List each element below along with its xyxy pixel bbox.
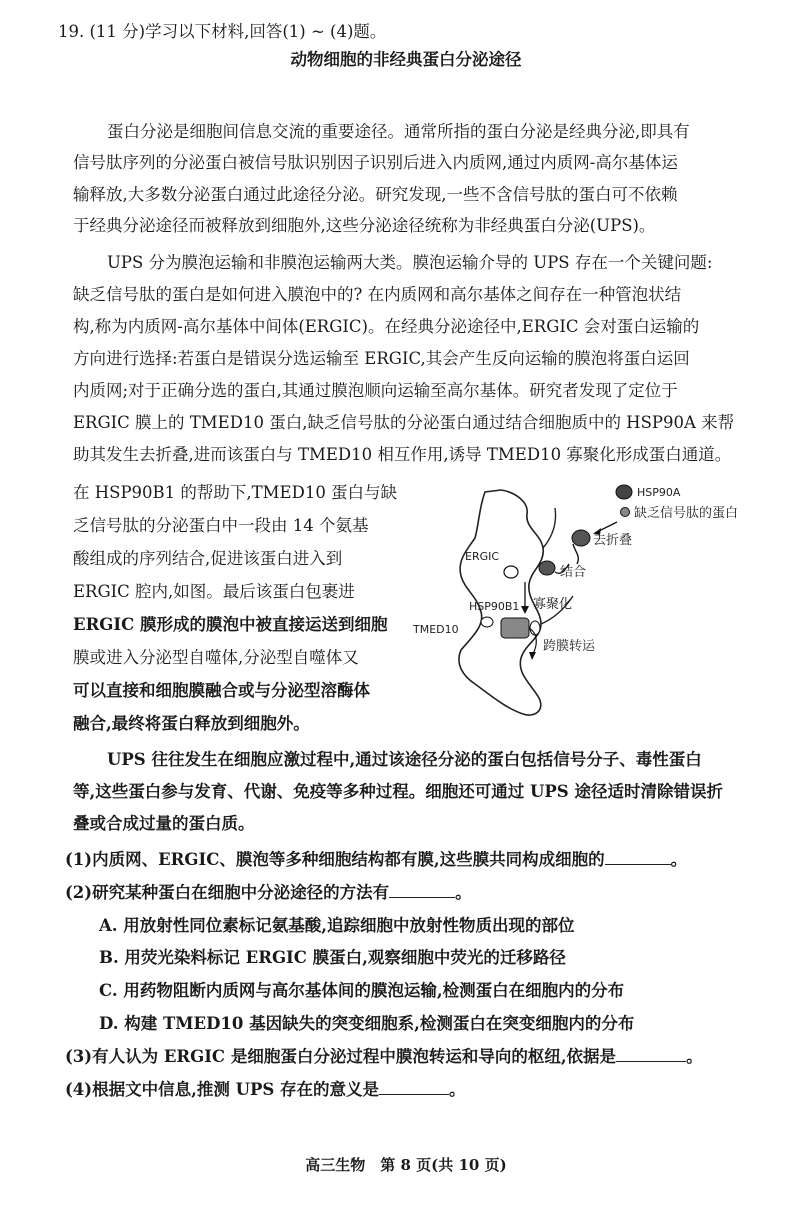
option-c: C. 用药物阻断内质网与高尔基体间的膜泡运输,检测蛋白在细胞内的分布 — [99, 981, 625, 1000]
answer-blank-4[interactable] — [379, 1080, 449, 1095]
sub-question-1 — [65, 850, 687, 870]
label-ergic: ERGIC — [465, 550, 500, 563]
text-line: 内质网;对于正确分选的蛋白,其通过膜泡顺向运输至高尔基体。研究者发现了定位于 — [73, 381, 678, 400]
text-line: 融合,最终将蛋白释放到细胞外。 — [73, 714, 310, 733]
label-unfold: 去折叠 — [593, 533, 633, 548]
label-oligomer: 寡聚化 — [533, 597, 573, 612]
end-mark: 。 — [670, 850, 688, 869]
sub-question-4 — [65, 1080, 466, 1100]
text-line: ERGIC 膜形成的膜泡中被直接运送到细胞 — [73, 615, 388, 634]
text-line: 酸组成的序列结合,促进该蛋白进入到 — [73, 549, 343, 568]
legend-protein: 缺乏信号肽的蛋白 — [634, 506, 739, 521]
text-line: ERGIC 腔内,如图。最后该蛋白包裹进 — [73, 582, 355, 601]
q3-text: (3)有人认为 ERGIC 是细胞蛋白分泌过程中膜泡转运和导向的枢纽,依据是 — [65, 1047, 617, 1066]
text-line: 等,这些蛋白参与发育、代谢、免疫等多种过程。细胞还可通过 UPS 途径适时清除错误折 — [73, 782, 723, 801]
end-mark: 。 — [686, 1047, 703, 1066]
text-line: UPS 分为膜泡运输和非膜泡运输两大类。膜泡运输介导的 UPS 存在一个关键问题: — [107, 253, 713, 272]
hsp90a-complex-icon — [572, 530, 590, 546]
text-line: 膜或进入分泌型自噬体,分泌型自噬体又 — [73, 648, 359, 667]
text-line: 构,称为内质网-高尔基体中间体(ERGIC)。在经典分泌途径中,ERGIC 会对蛋白运输的 — [73, 317, 700, 336]
text-line: 信号肽序列的分泌蛋白被信号肽识别因子识别后进入内质网,通过内质网-高尔基体运 — [73, 153, 678, 172]
answer-blank-2[interactable] — [389, 883, 455, 898]
label-bind: 结合 — [560, 565, 587, 580]
label-transport: 跨膜转运 — [543, 639, 596, 654]
text-line: 方向进行选择:若蛋白是错误分选运输至 ERGIC,其会产生反向运输的膜泡将蛋白运回 — [73, 349, 690, 368]
sub-question-3 — [65, 1047, 703, 1067]
text-line: 乏信号肽的分泌蛋白中一段由 14 个氨基 — [73, 516, 369, 535]
text-line: ERGIC 膜上的 TMED10 蛋白,缺乏信号肽的分泌蛋白通过结合细胞质中的 HSP90A 来帮 — [73, 413, 735, 432]
tmed10-channel — [501, 618, 529, 638]
text-line: 缺乏信号肽的蛋白是如何进入膜泡中的? 在内质网和高尔基体之间存在一种管泡状结 — [73, 285, 682, 304]
q4-text: (4)根据文中信息,推测 UPS 存在的意义是 — [65, 1080, 380, 1099]
text-line: 助其发生去折叠,进而该蛋白与 TMED10 相互作用,诱导 TMED10 寡聚化形成蛋白通道。 — [73, 445, 732, 464]
q1-text: (1)内质网、ERGIC、膜泡等多种细胞结构都有膜,这些膜共同构成细胞的 — [65, 850, 605, 869]
text-line: 可以直接和细胞膜融合或与分泌型溶酶体 — [73, 681, 370, 700]
text-line: 蛋白分泌是细胞间信息交流的重要途径。通常所指的蛋白分泌是经典分泌,即具有 — [107, 122, 690, 141]
text-line: 叠或合成过量的蛋白质。 — [73, 814, 255, 833]
question-header: 19. (11 分)学习以下材料,回答(1) ~ (4)题。 — [58, 22, 387, 41]
ups-pathway-figure — [405, 478, 750, 733]
text-line: 于经典分泌途径而被释放到细胞外,这些分泌途径统称为非经典蛋白分泌(UPS)。 — [73, 216, 656, 235]
article-title: 动物细胞的非经典蛋白分泌途径 — [290, 50, 522, 69]
sub-question-2 — [65, 883, 472, 903]
text-line: 在 HSP90B1 的帮助下,TMED10 蛋白与缺 — [73, 483, 398, 502]
hsp90a-icon — [616, 485, 632, 499]
legend-hsp90a: HSP90A — [637, 486, 681, 499]
option-b: B. 用荧光染料标记 ERGIC 膜蛋白,观察细胞中荧光的迁移路径 — [99, 948, 566, 967]
answer-blank-3[interactable] — [616, 1047, 686, 1062]
label-hsp90b1: HSP90B1 — [469, 600, 520, 613]
protein-icon — [621, 508, 630, 517]
text-line: 输释放,大多数分泌蛋白通过此途径分泌。研究发现,一些不含信号肽的蛋白可不依赖 — [73, 185, 678, 204]
q2-text: (2)研究某种蛋白在细胞中分泌途径的方法有 — [65, 883, 390, 902]
page-footer: 高三生物 第 8 页(共 10 页) — [305, 1156, 507, 1174]
option-a: A. 用放射性同位素标记氨基酸,追踪细胞中放射性物质出现的部位 — [99, 916, 575, 935]
label-tmed10: TMED10 — [413, 623, 459, 636]
text-line: UPS 往往发生在细胞应激过程中,通过该途径分泌的蛋白包括信号分子、毒性蛋白 — [107, 750, 702, 769]
end-mark: 。 — [455, 883, 472, 902]
option-d: D. 构建 TMED10 基因缺失的突变细胞系,检测蛋白在突变细胞内的分布 — [99, 1014, 635, 1033]
end-mark: 。 — [449, 1080, 466, 1099]
answer-blank-1[interactable] — [605, 850, 671, 865]
